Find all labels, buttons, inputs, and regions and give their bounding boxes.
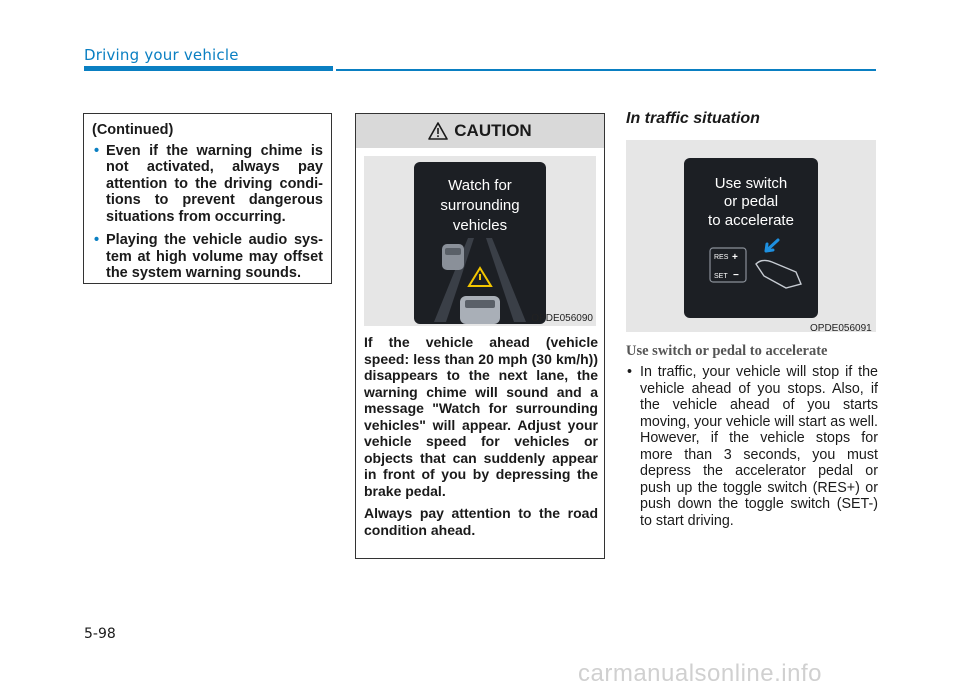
continued-warning-box bbox=[83, 113, 332, 284]
list-item-text: Playing the vehicle audio sys-tem at high volume may offset the system warning sounds. bbox=[106, 232, 323, 281]
res-plus-icon: + bbox=[732, 252, 738, 263]
display-line-1: Use switch bbox=[714, 175, 788, 192]
traffic-section-title: In traffic situation bbox=[626, 110, 760, 127]
section-header-title: Driving your vehicle bbox=[84, 46, 239, 64]
list-item bbox=[626, 364, 878, 529]
traffic-cluster-image bbox=[626, 140, 876, 332]
list-item bbox=[92, 232, 323, 282]
header-rule-thin bbox=[336, 69, 876, 71]
set-minus-icon: − bbox=[733, 270, 739, 281]
bullet-dot-icon: • bbox=[94, 232, 100, 248]
display-line-3: to accelerate bbox=[708, 212, 794, 229]
list-item bbox=[92, 143, 323, 226]
display-line-1: Watch for bbox=[448, 177, 512, 194]
warning-triangle-icon bbox=[428, 122, 448, 140]
bullet-dot-icon: • bbox=[94, 142, 100, 159]
caution-paragraph: Always pay attention to the road condition ahead. bbox=[364, 505, 598, 538]
traffic-body bbox=[626, 364, 878, 529]
continued-bullet-list bbox=[92, 143, 323, 282]
continued-heading: (Continued) bbox=[92, 122, 174, 138]
traffic-image-code: OPDE056091 bbox=[810, 323, 872, 334]
display-line-2: surrounding bbox=[440, 197, 520, 214]
display-line-2: or pedal bbox=[723, 193, 779, 210]
display-line-3: vehicles bbox=[452, 217, 508, 234]
traffic-subtitle: Use switch or pedal to accelerate bbox=[626, 343, 828, 359]
bullet-dot-icon: • bbox=[627, 364, 633, 380]
list-item-text: Even if the warning chime is not activated, always pay attention to the driving condi-tions to prevent dangerous situations from occurring. bbox=[106, 142, 323, 225]
cluster-display-illustration bbox=[364, 156, 596, 326]
cluster-warning-image bbox=[364, 156, 596, 326]
caution-image-code: OPDE056090 bbox=[531, 313, 593, 324]
caution-box bbox=[355, 113, 605, 559]
page-number: 5-98 bbox=[84, 626, 116, 642]
list-item-text: In traffic, your vehicle will stop if the vehicle ahead of you stops. Also, if the vehicle ahead of you starts moving, your vehicle will start as well. However, if the vehicle stops for more than 3 seconds, you must depress the accelerator pedal or push up the toggle switch (RES+) or push down the toggle switch (SET-) to start driving. bbox=[640, 364, 878, 529]
set-switch-label: SET bbox=[714, 273, 728, 280]
watermark: carmanualsonline.info bbox=[578, 660, 822, 687]
res-switch-label: RES bbox=[714, 254, 729, 261]
caution-header bbox=[356, 114, 604, 148]
accelerate-display-illustration bbox=[626, 140, 876, 332]
caution-paragraph: If the vehicle ahead (vehicle speed: less than 20 mph (30 km/h)) disappears to the next lane, the warning chime will sound and a message "Watch for surrounding vehicles" will appear. Adjust your vehicle speed for vehicles or objects that can suddenly appear in front of you by depressing the brake pedal. bbox=[364, 334, 598, 499]
caution-title: CAUTION bbox=[454, 121, 532, 140]
header-rule-thick bbox=[84, 66, 333, 71]
caution-body bbox=[364, 334, 598, 544]
